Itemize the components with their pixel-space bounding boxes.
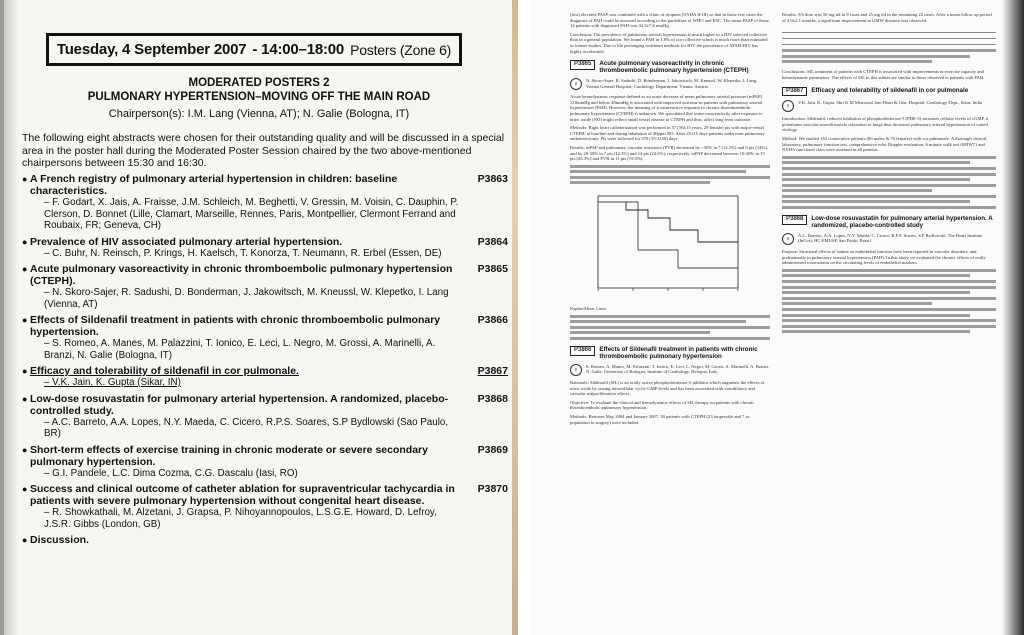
presentation-icon: ♀ bbox=[570, 364, 582, 376]
abstract-title: A French registry of pulmonary arterial hypertension in children: baseline characteristics. bbox=[30, 173, 398, 197]
kaplan-meier-figure bbox=[578, 190, 744, 302]
bullet-icon: ● bbox=[22, 174, 28, 184]
text-line bbox=[570, 337, 770, 340]
abstract-body: Rationale: Sildenafil (SIL) is an orally active phosphodiesterase-5 inhibitor which augments the effects of nitric oxide by raising intracellular cyclic-GMP levels and has been associated with vasodilatory and vascular antiproliferative effects. bbox=[570, 380, 765, 397]
col2-results-text: Results: 5/6 dose was 50 mg tid in 8 cases and 25 mg tid in the remaining 22 cases. After a mean follow up period of 4.9±2.1 months, a significant improvement in GMW distance was observed. bbox=[782, 12, 992, 23]
results-table bbox=[782, 27, 996, 45]
abstract-title: Short-term effects of exercise training in chronic moderate or severe secondary pulmonary hypertension. bbox=[30, 443, 428, 468]
bullet-icon: ● bbox=[22, 236, 28, 247]
abstract-title: Low-dose rosuvastatin for pulmonary arterial hypertension. A randomized, placebo-controlled study. bbox=[30, 392, 449, 417]
text-line bbox=[570, 326, 770, 329]
presentation-icon: ♀ bbox=[782, 100, 794, 112]
presentation-icon: ♀ bbox=[782, 233, 794, 245]
abstract-authors: – N. Skoro-Sajer, R. Sadushi, D. Bonderman, J. Jakowitsch, M. Kneussl, W. Klepetko, I. Lang (Vienna, AT) bbox=[44, 287, 449, 310]
abstract-title: Discussion. bbox=[30, 534, 89, 546]
abstract-code: P3863 bbox=[477, 173, 508, 185]
abstract-body: Purpose: Structural effects of statins on endothelial function have been reported in vascular disorders, and preliminarily in pulmonary arterial hypertension (PAH). In this study we evaluated the chronic effects of orally administered rosuvastatin on the circulating levels of endothelial markers. bbox=[782, 249, 986, 266]
abstract-item bbox=[22, 263, 508, 310]
abstract-code: P3868 bbox=[477, 392, 508, 405]
abstract-item bbox=[22, 365, 508, 389]
text-line bbox=[782, 167, 996, 170]
text-line bbox=[782, 302, 932, 305]
text-line bbox=[782, 269, 996, 272]
abstract-list bbox=[22, 173, 508, 550]
text-line bbox=[782, 286, 996, 289]
abstract-body: Introduction: Sildenafil, reduced inhibition of phosphodiesterase-5 (PDE-5) increases cellular levels of cGMP, it potentiates vascular smooth muscle relaxation in lungs thus decreases pulmonary arterial hypertension of varied etiology. bbox=[782, 116, 989, 133]
abstract-item bbox=[22, 444, 508, 480]
abstract-authors: – G.I. Pandele, L.C. Dima Cozma, C.G. Dascalu (Iasi, RO) bbox=[44, 467, 298, 479]
book-spine-edge bbox=[512, 0, 518, 635]
session-header bbox=[46, 33, 462, 66]
abstract-box-authors: S. Romeo, A. Manes, M. Palazzini, T. Ionico, E. Leci, L. Negro, M. Grossi, A. Marinelli, A. Branzi, N. Galie. University of Bologna, Institute of Cardiology, Bologna, Italy bbox=[586, 364, 770, 375]
session-time: - 14:00–18:00 bbox=[252, 41, 345, 58]
abstract-code-box: P3866 bbox=[570, 346, 595, 356]
survival-curve-1 bbox=[598, 202, 738, 242]
text-line bbox=[782, 178, 970, 181]
abstract-methods: Methods: Between May 2004 and January 2007, 30 patients with CTEPH (23 inoperable and 7 as population to surgery) were included. bbox=[570, 414, 750, 425]
session-title-line2: PULMONARY HYPERTENSION–MOVING OFF THE MAIN ROAD bbox=[87, 91, 431, 103]
abstract-box-title: Low-dose rosuvastatin for pulmonary arterial hypertension. A randomized, placebo-controlled study bbox=[811, 215, 993, 230]
text-line bbox=[570, 331, 710, 334]
session-zone: Posters (Zone 6) bbox=[350, 41, 452, 58]
abstract-title: Acute pulmonary vasoreactivity in chronic thromboembolic pulmonary hypertension (CTEPH). bbox=[30, 263, 453, 287]
text-line bbox=[782, 280, 996, 283]
abstract-item bbox=[22, 393, 508, 440]
text-line bbox=[782, 274, 970, 277]
abstract-box-authors: A.C. Barreto, A.A. Lopes, N.Y. Maeda, C. Cicero, R.P.S. Soares, S.P Bydlowski. The Heart Institute (InCor), HC-FMUSP, Sao Paulo, Brazil bbox=[798, 233, 983, 244]
abstract-title: Success and clinical outcome of catheter ablation for supraventricular tachycardia in patients with severe pulmonary hypertension without congenital heart disease. bbox=[30, 483, 455, 507]
text-line bbox=[782, 314, 970, 317]
bullet-icon: ● bbox=[22, 535, 28, 545]
abstract-authors: – F. Godart, X. Jais, A. Fraisse, J.M. Schleich, M. Beghetti, V. Gressin, M. Voisin, C. Dauphin, P. Clerson, D. Bonnet (Lille, Clamart, Marseille, Rennes, Paris, Montpellier, Clermont Ferrand and Roubaix, FR; Geneva, CH) bbox=[44, 197, 459, 231]
col1-intro-text: (low) elevated PASP was combined with a clinic of dyspnea (NYHA II-III) so that in those few cases the diagnosis of PAH could be assessed according to the guidelines of WHO and ESC. The mean PASP of those 14 patients with diagnosed PAH was 44.5±7.6 mmHg. bbox=[570, 12, 769, 29]
text-line bbox=[782, 200, 970, 203]
abstract-code: P3867 bbox=[477, 365, 508, 377]
text-line bbox=[570, 176, 770, 179]
bullet-icon: ● bbox=[22, 484, 28, 494]
text-line bbox=[782, 49, 996, 52]
abstract-method: Method: We studied 162 consecutive patients (86 males & 76 females) with cor pulmonale. A thorough clinical, laboratory, pulmonary function test, comprehensive echo Doppler evaluation, 6 minute walk test (6MWT) and NYHA functional class were assessed in all patients. bbox=[782, 135, 988, 153]
abstract-title: Prevalence of HIV associated pulmonary arterial hypertension. bbox=[30, 235, 343, 248]
text-line bbox=[782, 206, 996, 209]
abstract-item bbox=[22, 314, 508, 361]
abstract-code: P3864 bbox=[477, 235, 508, 248]
bullet-icon: ● bbox=[22, 393, 28, 404]
session-date: Tuesday, 4 September 2007 bbox=[56, 41, 247, 58]
abstract-item bbox=[22, 236, 508, 260]
kaplan-meier-plot bbox=[578, 190, 744, 302]
text-line bbox=[782, 189, 932, 192]
abstract-authors: – C. Buhr, N. Reinsch, P. Krings, H. Kaelsch, T. Konorza, T. Neumann, R. Erbel (Essen, DE) bbox=[44, 247, 442, 259]
abstract-box-p3867 bbox=[782, 87, 996, 97]
abstract-code: P3866 bbox=[477, 314, 508, 326]
text-line bbox=[570, 170, 746, 173]
text-line bbox=[782, 291, 970, 294]
right-page bbox=[530, 0, 1024, 635]
abstract-code-box: P3868 bbox=[782, 215, 807, 225]
session-title bbox=[64, 76, 454, 104]
abstract-item bbox=[22, 534, 508, 546]
abstract-title: Effects of Sildenafil treatment in patients with chronic thromboembolic pulmonary hypertension. bbox=[30, 314, 441, 338]
abstract-objective: Objective: To evaluate the clinical and hemodynamic effects of SIL therapy on patients with chronic thromboembolic pulmonary hypertension. bbox=[570, 399, 755, 411]
text-line bbox=[570, 315, 770, 318]
intro-paragraph: The following eight abstracts were chosen for their outstanding quality and will be discussed in a special area in the poster hall during the Moderated Poster Session chaired by the two above-mentioned chairpersons between 15:30 and 16:30. bbox=[22, 132, 505, 169]
abstract-code: P3869 bbox=[477, 443, 508, 456]
abstract-code: P3870 bbox=[477, 483, 508, 495]
abstract-item bbox=[22, 173, 508, 232]
abstract-box-p3865 bbox=[570, 60, 770, 74]
session-title-line1: MODERATED POSTERS 2 bbox=[188, 77, 330, 89]
abstract-authors: – R. Showkathali, M. Alzetani, J. Grapsa, P. Nihoyannopoulos, L.S.G.E. Howard, D. Lefroy, J.S.R. Gibbs (London, GB) bbox=[44, 507, 437, 530]
text-line bbox=[782, 330, 970, 333]
text-line bbox=[782, 308, 996, 311]
text-line bbox=[570, 320, 746, 323]
bullet-icon: ● bbox=[22, 444, 28, 455]
abstract-box-title: Efficacy and tolerability of sildenafil in cor pulmonale bbox=[811, 86, 969, 94]
text-line bbox=[782, 319, 996, 322]
text-line bbox=[782, 55, 970, 58]
bullet-icon: ● bbox=[22, 366, 28, 376]
abstract-code-box: P3865 bbox=[570, 60, 595, 70]
abstract-authors: – V.K. Jain, K. Gupta (Sikar, IN) bbox=[44, 377, 181, 388]
bullet-icon: ● bbox=[22, 264, 28, 274]
text-line bbox=[782, 156, 996, 159]
text-line bbox=[782, 297, 996, 300]
chairpersons: Chairperson(s): I.M. Lang (Vienna, AT); N. Galie (Bologna, IT) bbox=[108, 108, 410, 120]
col2-conclusions-text: Conclusions: SIL treatment of patients with CTEPH is associated with improvements in exercise capacity and hemodynamic parameters. The effects of SIL in this subset are similar to those observed in patients with PAH. bbox=[782, 69, 985, 80]
right-page-column-1 bbox=[570, 12, 770, 627]
text-line bbox=[782, 195, 996, 198]
text-line bbox=[782, 60, 932, 63]
abstract-item bbox=[22, 483, 508, 530]
bullet-icon: ● bbox=[22, 315, 28, 325]
abstract-body: Acute hemodynamic response defined as an acute decrease of mean pulmonary arterial pressure (mPAP) ≥10mmHg and below 40mmHg is associated with improved outcome in patients with pulmonary arterial hypertension (PAH). However, the meaning of a vasoreactive response in chronic thromboembolic pulmonary hypertension (CTEPH) is unknown. We speculated that acute vasoreactivity after exposure to nitric oxide (NO) might reflect small vessel disease in CTEPH and thus, affect long term outcome. bbox=[570, 94, 763, 122]
col1-conclusion-text: Conclusion: The prevalence of pulmonary arterial hypertension is much higher in a HIV infected collective than in a general population. We found a PAH in 1.8% of our collective which is much more than estimated in former studies. Due to life prolonging treatment methods for HIV the prevalence of APAH-HIV has highly accelerated. bbox=[570, 31, 768, 54]
figure-caption: Kaplan-Meier Curve bbox=[570, 306, 607, 312]
abstract-box-title: Effects of Sildenafil treatment in patients with chronic thromboembolic pulmonary hypertension bbox=[599, 346, 758, 361]
right-page-column-2 bbox=[782, 12, 996, 627]
text-line bbox=[782, 173, 996, 176]
abstract-box-authors: N. Skoro-Sajer, R. Sadushi, D. Bonderman, J. Jakowitsch, M. Kneussl, W. Klepetko, I. Lang. Vienna General Hospital, Cardiology Department, Vienna, Austria bbox=[586, 78, 758, 89]
abstract-results: Results: mPAP and pulmonary vascular resistance (PVR) decreased by >30% in 7 (12.3%) and 6 pts (14%), and by 20-30% in 7 pts (12.3%) and 14 pts (24.6%), respectively. mPAP decreased between 10-20% in 15 pts (26.3%) and PVR in 11 pts (19.3%). bbox=[570, 144, 768, 162]
abstract-code: P3865 bbox=[477, 263, 508, 275]
presentation-icon: ♀ bbox=[570, 78, 582, 90]
text-line bbox=[570, 181, 710, 184]
text-line bbox=[782, 325, 996, 328]
survival-curve-2 bbox=[598, 202, 738, 268]
text-line bbox=[782, 161, 970, 164]
abstract-title: Efficacy and tolerability of sildenafil in cor pulmonale. bbox=[30, 365, 299, 377]
text-line bbox=[570, 165, 770, 168]
abstract-box-p3868 bbox=[782, 215, 996, 229]
abstract-code-box: P3867 bbox=[782, 87, 807, 97]
abstract-box-p3866 bbox=[570, 346, 770, 360]
abstract-box-authors: V.K. Jain, K. Gupta. Shri K M Memorial Jain Heart & Gen. Hospital, Cardiology Dept., Sikar, India bbox=[798, 100, 982, 106]
abstract-authors: – S. Romeo, A. Manes, M. Palazzini, T. Ionico, E. Leci, L. Negro, M. Grossi, A. Marinelli, A. Branzi, N. Galie (Bologna, IT) bbox=[44, 338, 436, 361]
abstract-box-title: Acute pulmonary vasoreactivity in chronic thromboembolic pulmonary hypertension (CTEPH) bbox=[599, 60, 749, 75]
abstract-methods: Methods: Right heart catheterization was performed in 57 (56±15 years, 29 female) pts with major-vessel CTEPH, at baseline and during inhalation of 40ppm NO. After 25±15 days patients underwent pulmonary endarterectomy. Pts were followed for 370 (35-3150) days. bbox=[570, 125, 765, 142]
abstract-authors: – A.C. Barreto, A.A. Lopes, N.Y. Maeda, C. Cicero, R.P.S. Soares, S.P Bydlowski (Sao Paulo, BR) bbox=[44, 416, 449, 439]
text-line bbox=[782, 184, 996, 187]
